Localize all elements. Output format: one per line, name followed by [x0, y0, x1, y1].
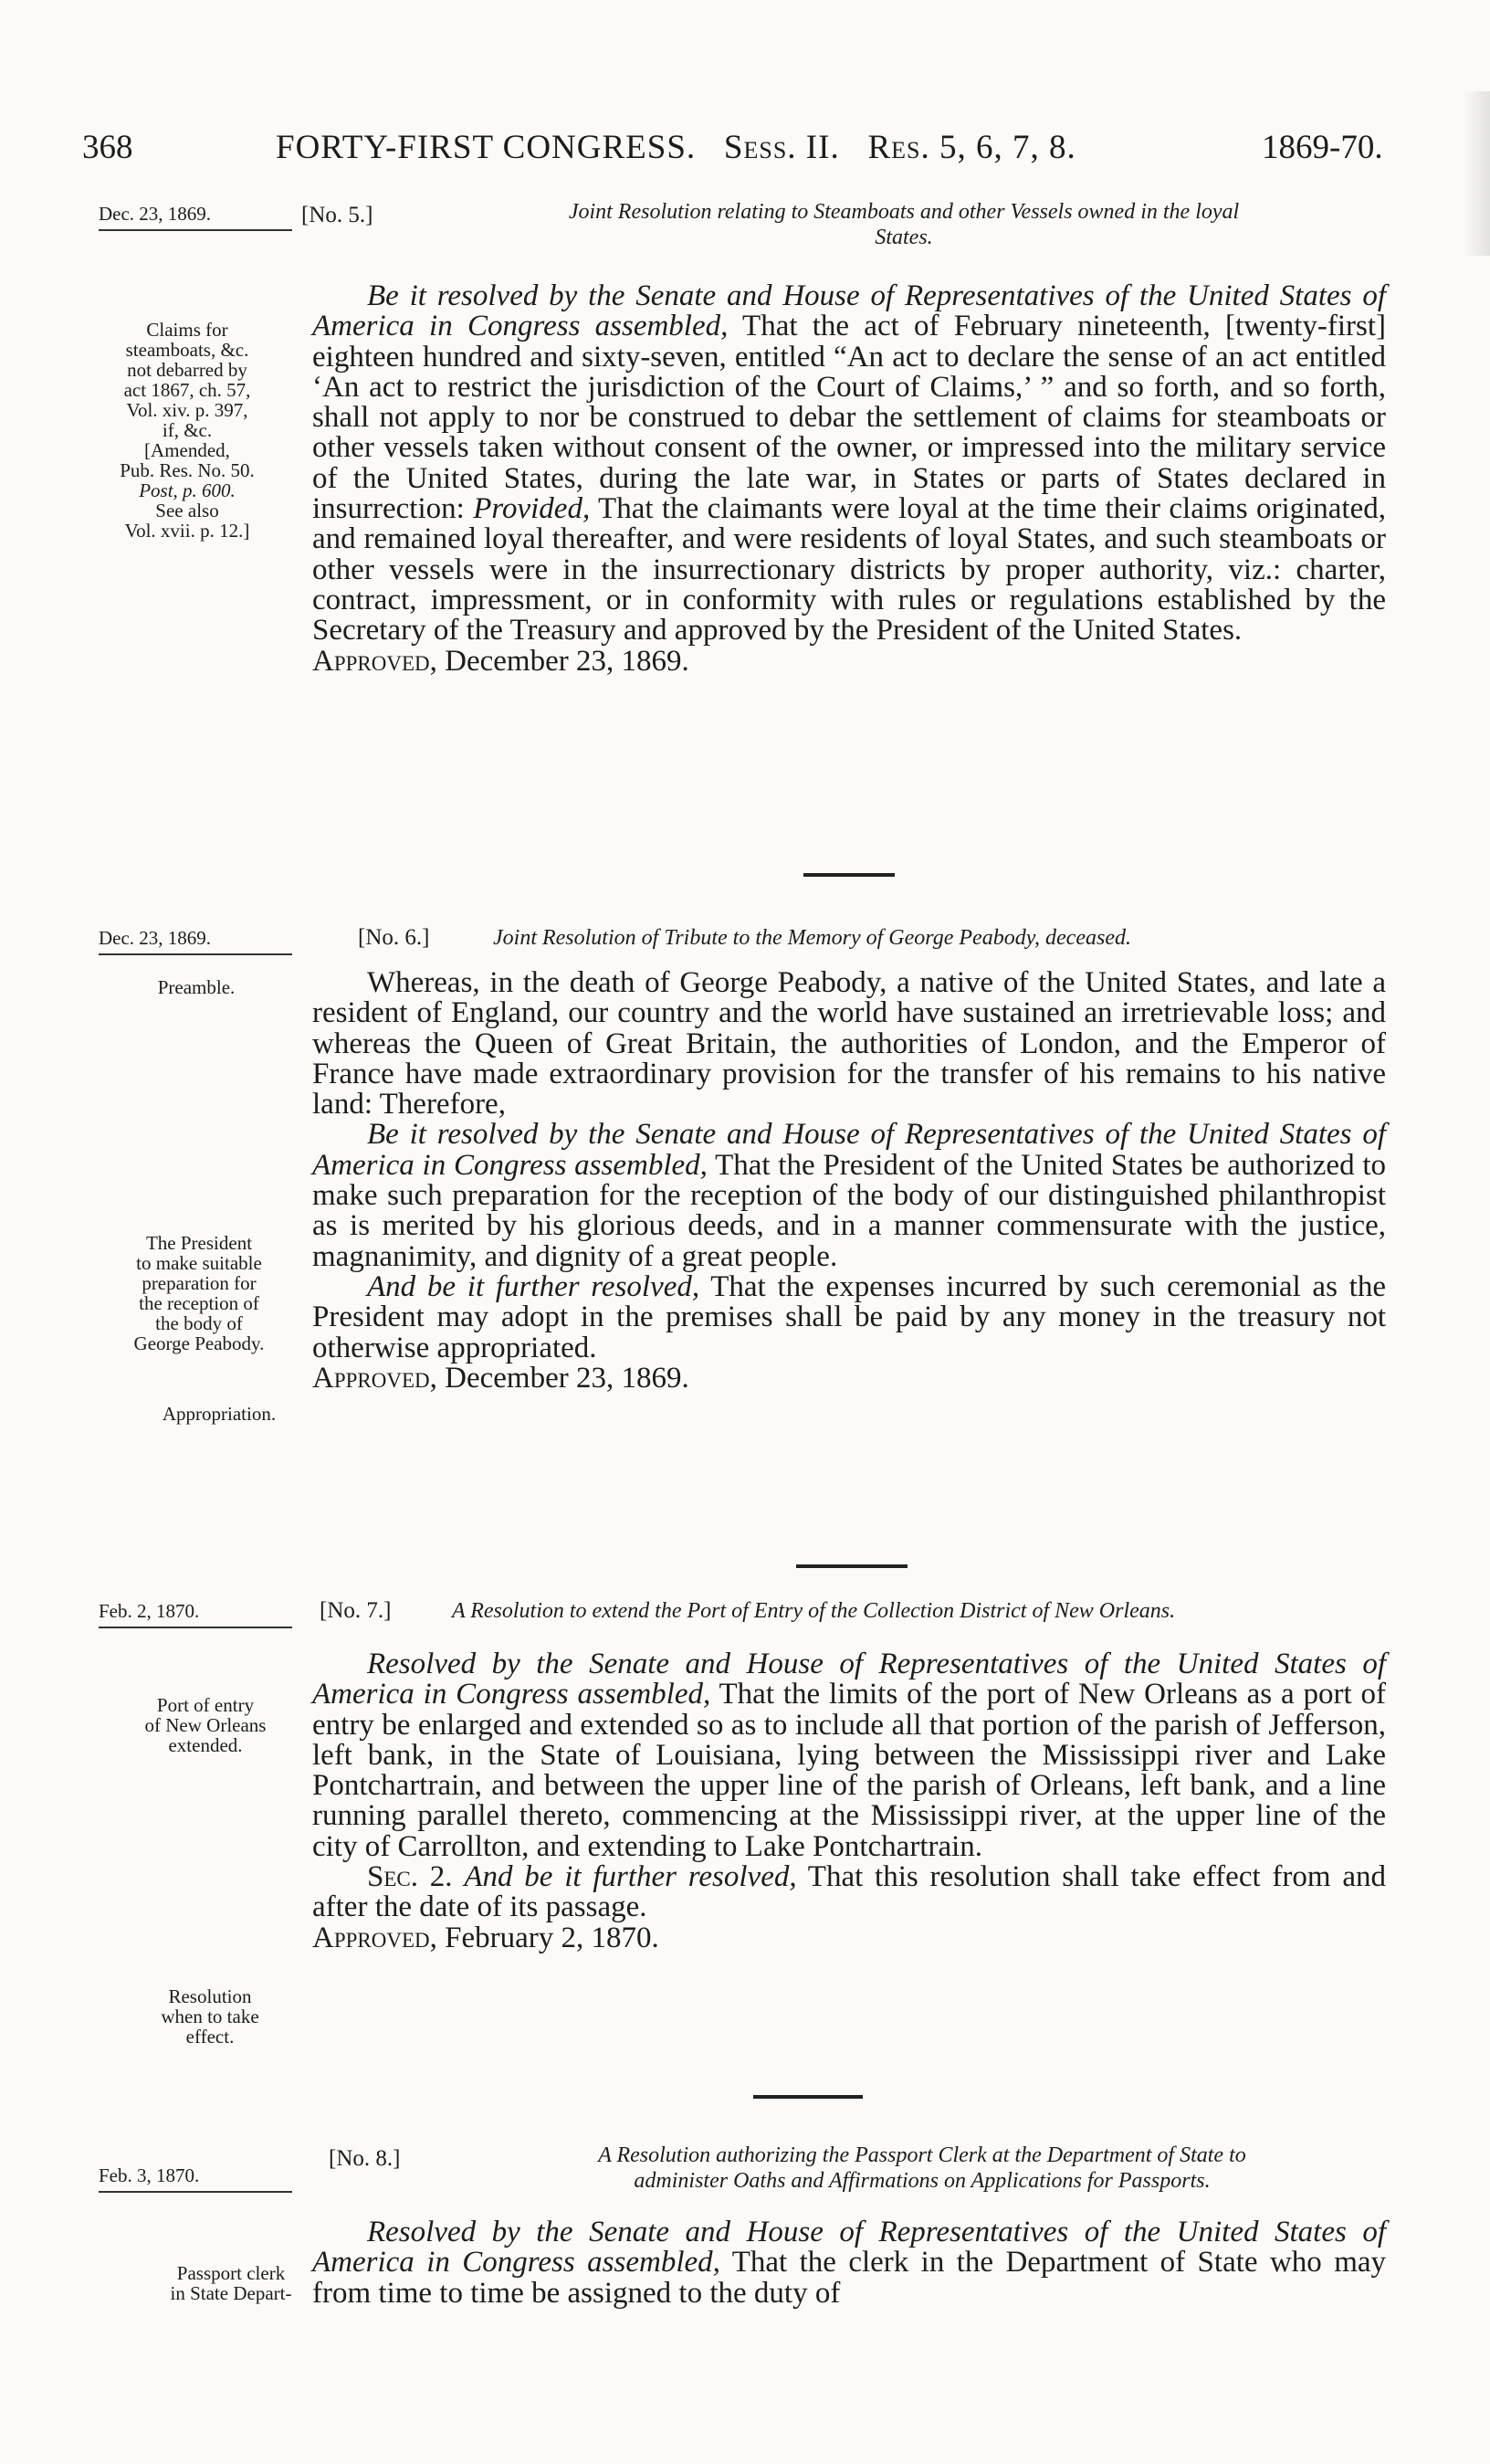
res7-body [312, 1649, 1386, 1953]
approved-date: December 23, 1869. [436, 644, 689, 678]
margin-line: not debarred by [127, 359, 247, 381]
res6-president-note [89, 1233, 309, 1353]
res7-approved [312, 1923, 1386, 1953]
margin-line: preparation for [142, 1272, 257, 1294]
res5-date: Dec. 23, 1869. [99, 203, 292, 231]
year-range: 1869-70. [1262, 129, 1383, 166]
margin-line: Vol. xvii. p. 12.] [124, 520, 250, 542]
res5-title [429, 199, 1379, 250]
approved-date: February 2, 1870. [436, 1921, 659, 1954]
margin-line: of New Orleans [144, 1714, 267, 1736]
session-label: Sess. II. [723, 129, 840, 166]
approved-word: Approved, [312, 644, 437, 678]
res5-text-2: That the claimants were loyal at the time their claims originated, and remained loyal thereafter, and were residents of loyal States, and such steamboats or other vessels were in the insurrectionary districts by proper authority, viz.: charter, contract, impressment, or in conformity with rules or regulations established by the Secretary of the Treasury and approved by the President of the United States. [312, 492, 1387, 648]
res5-paragraph [312, 281, 1386, 647]
res6-further [312, 1269, 1386, 1364]
res6-preamble-note: Preamble. [157, 976, 236, 998]
margin-line: Post, p. 600. [139, 479, 236, 501]
margin-line: extended. [168, 1734, 243, 1756]
margin-line: [Amended, [144, 439, 230, 461]
res8-resolution [312, 2217, 1386, 2309]
margin-line: effect. [185, 2026, 235, 2048]
res8-date: Feb. 3, 1870. [99, 2164, 292, 2193]
res7-section-text: That this resolution shall take effect from and after the date of its passage. [312, 1860, 1387, 1924]
res6-title: Joint Resolution of Tribute to the Memory of George Peabody, deceased. [493, 926, 1131, 950]
page-number: 368 [82, 129, 133, 166]
res8-passport-note [135, 2263, 327, 2303]
res7-resolution [312, 1649, 1386, 1862]
res5-number: [No. 5.] [301, 203, 373, 227]
res5-text: That the act of February nineteenth, [twenty-first] eighteen hundred and sixty-seven, entitled “An act to declare the sense of an act entitled ‘An act to restrict the jurisdiction of the Court of Claims,’ ” and so forth, and so forth, shall not apply to nor be construed to debar the settlement of claims for steamboats or other vessels taken without consent of the owner, or impressed into the military service of the United States, during the late war, in States or parts of States declared in insurrection: [312, 310, 1386, 526]
res5-title-line1: Joint Resolution relating to Steamboats and other Vessels owned in the loyal [568, 200, 1240, 224]
res8-text: That the clerk in the Department of State who may from time to time be assigned to the duty of [312, 2246, 1387, 2310]
res8-title [452, 2143, 1392, 2194]
approved-word: Approved, [312, 1921, 437, 1954]
margin-line: steamboats, &c. [125, 339, 249, 361]
enacting-clause: Be it resolved by the Senate and House of Representatives of the United States of America in Congress assembled, [312, 279, 1386, 343]
margin-line: Passport clerk [176, 2262, 286, 2284]
section-divider [753, 2095, 863, 2099]
res8-title-line1: A Resolution authorizing the Passport Clerk at the Department of State to [598, 2143, 1246, 2167]
res5-approved [312, 644, 1386, 678]
margin-line: when to take [161, 2006, 259, 2027]
further-clause: And be it further resolved, [367, 1269, 700, 1303]
margin-line: See also [155, 500, 219, 521]
res7-title: A Resolution to extend the Port of Entry of the Collection District of New Orleans. [452, 1599, 1176, 1623]
res7-date: Feb. 2, 1870. [99, 1600, 292, 1628]
res5-body [312, 281, 1386, 677]
res6-number: [No. 6.] [358, 925, 430, 950]
res8-number: [No. 8.] [329, 2146, 401, 2171]
res7-effect-note [128, 1986, 292, 2047]
resolutions-label: Res. 5, 6, 7, 8. [867, 129, 1076, 166]
enacting-clause: Resolved by the Senate and House of Representatives of the United States of America in Congress assembled, [312, 2216, 1386, 2280]
margin-line: Resolution [168, 1985, 252, 2007]
res8-title-line2: administer Oaths and Affirmations on Applications for Passports. [634, 2169, 1211, 2193]
res6-resolution [312, 1120, 1386, 1271]
res7-port-note [110, 1695, 301, 1755]
res6-appropriation-note: Appropriation. [162, 1403, 277, 1425]
section-label: Sec. 2. [367, 1860, 453, 1894]
section-divider [803, 873, 895, 877]
running-header [276, 128, 1076, 164]
approved-word: Approved, [312, 1361, 437, 1395]
margin-line: Port of entry [156, 1694, 255, 1716]
margin-line: if, &c. [162, 419, 213, 441]
congress-title: FORTY-FIRST CONGRESS. [276, 129, 697, 166]
res6-date: Dec. 23, 1869. [99, 927, 292, 955]
enacting-clause: Resolved by the Senate and House of Representatives of the United States of America in Congress assembled, [312, 1648, 1386, 1711]
margin-line: the reception of [139, 1292, 259, 1314]
res6-approved [312, 1361, 1386, 1395]
res7-section-2 [312, 1862, 1386, 1923]
res6-further-text: That the expenses incurred by such ceremonial as the President may adopt in the premises shall be paid by any money in the treasury not otherwise appropriated. [312, 1269, 1386, 1364]
margin-line: act 1867, ch. 57, [123, 379, 251, 401]
margin-line: in State Depart- [170, 2282, 292, 2304]
margin-line: Claims for [146, 319, 228, 341]
scan-edge-shadow [1463, 91, 1490, 256]
margin-line: the body of [155, 1312, 243, 1334]
res7-text: That the limits of the port of New Orleans as a port of entry be enlarged and extended so as to include all that portion of the parish of Jefferson, left bank, in the State of Louisiana, lying between the Mississippi river and Lake Pontchartrain, and between the upper line of the parish of Orleans, left bank, and a line running parallel thereto, commencing at the Mississippi river, at the upper line of the city of Carrollton, and extending to Lake Pontchartrain. [312, 1678, 1386, 1863]
res8-body [312, 2217, 1386, 2309]
section-divider [796, 1564, 908, 1568]
enacting-clause: Be it resolved by the Senate and House of Representatives of the United States of America in Congress assembled, [312, 1118, 1386, 1182]
margin-line: Vol. xiv. p. 397, [126, 399, 248, 421]
further-clause: And be it further resolved, [464, 1860, 797, 1894]
res6-text: That the President of the United States be authorized to make such preparation for the reception of the body of our distinguished philanthropist as is merited by his glorious deeds, and in a manner commensurate with the justice, magnanimity, and dignity of a great people. [312, 1148, 1386, 1273]
res5-title-line2: States. [875, 226, 933, 249]
res7-number: [No. 7.] [320, 1598, 392, 1623]
proviso-word: Provided, [473, 492, 591, 526]
margin-line: The President [145, 1232, 253, 1254]
res5-margin-note [91, 320, 283, 541]
approved-date: December 23, 1869. [436, 1361, 689, 1395]
res6-body [312, 968, 1386, 1394]
margin-line: to make suitable [136, 1252, 262, 1274]
margin-line: George Peabody. [133, 1332, 265, 1354]
margin-line: Pub. Res. No. 50. [120, 459, 255, 481]
res6-preamble: Whereas, in the death of George Peabody, a native of the United States, and late a resident of England, our country and the world have sustained an irretrievable loss; and whereas the Queen of Great Britain, the authorities of London, and the Emperor of France have made extraordinary provision for the transfer of his remains to his native land: Therefore, [312, 966, 1386, 1121]
